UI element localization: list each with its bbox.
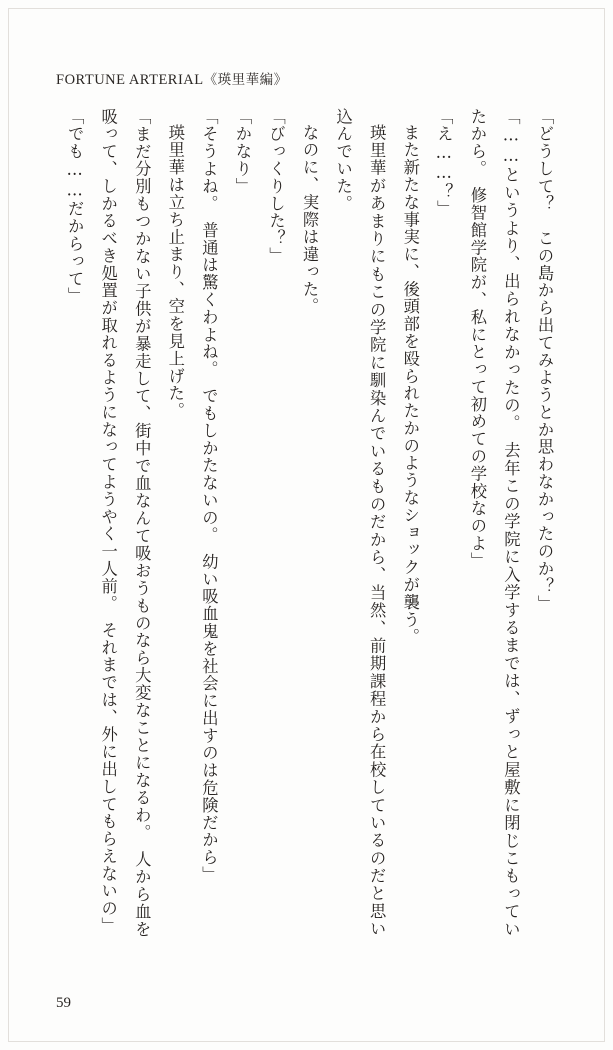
running-header <box>56 68 288 89</box>
paragraph: 「まだ分別もつかない子供が暴走して、街中で血なんて吸おうものなら大変なことになるわ。 人から血を吸って、しかるべき処置が取れるようになってようやく一人前。 それまでは、外に出してもらえないの」 <box>98 108 152 938</box>
paragraph: 「え……？」 <box>434 108 454 218</box>
header-volume-title: 《瑛里華編》 <box>203 72 288 88</box>
paragraph: 「そうよね。 普通は驚くわよね。 でもしかたないの。 幼い吸血鬼を社会に出すのは危険だから」 <box>199 108 219 884</box>
paragraph: 「かなり」 <box>232 108 252 195</box>
paragraph: 「びっくりした？」 <box>266 108 286 265</box>
paragraph: 「……というより、出られなかったの。 去年この学院に入学するまでは、ずっと屋敷に閉じこもっていたから。 修智館学院が、私にとって初めての学校なのよ」 <box>467 108 521 938</box>
page-body-text <box>51 108 561 938</box>
paragraph: 「どうして？ この島から出てみようとか思わなかったのか？」 <box>535 108 554 613</box>
page-number: 59 <box>56 995 71 1011</box>
paragraph: なのに、実際は違った。 <box>300 124 320 316</box>
paragraph: 「でも……だからって」 <box>65 108 85 305</box>
paragraph: 瑛里華は立ち止まり、空を見上げた。 <box>165 124 185 420</box>
header-series-title: FORTUNE ARTERIAL <box>56 72 204 88</box>
paragraph: 瑛里華があまりにもこの学院に馴染んでいるものだから、当然、前期課程から在校しているのだと思い込んでいた。 <box>333 108 387 938</box>
paragraph: また新たな事実に、後頭部を殴られたかのようなショックが襲う。 <box>400 124 420 646</box>
